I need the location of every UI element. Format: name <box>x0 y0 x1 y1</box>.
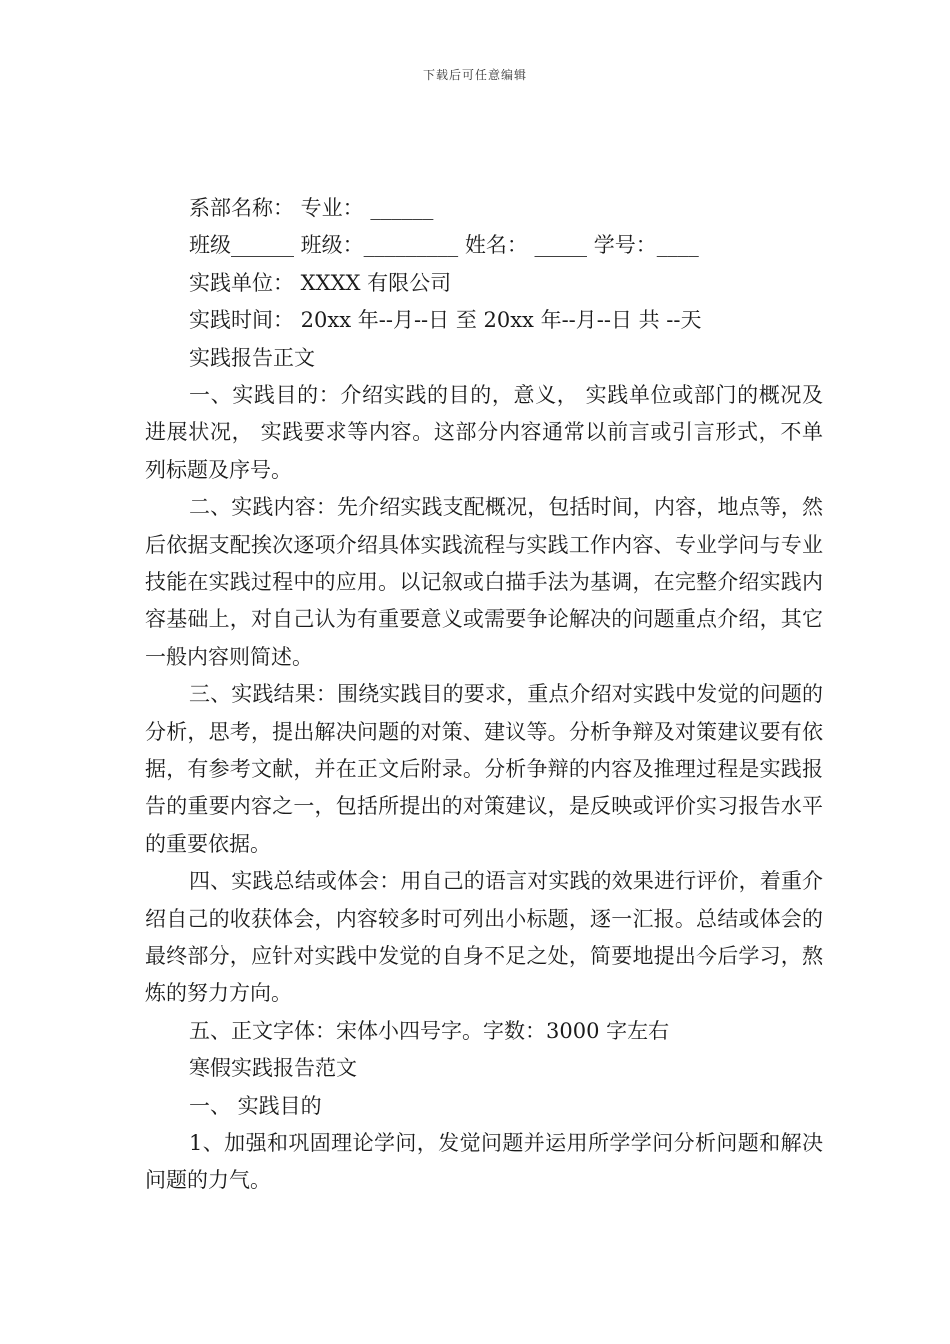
info-practice-unit: 实践单位： XXXX 有限公司 <box>189 270 452 295</box>
document-body <box>145 190 823 1200</box>
sample-heading: 寒假实践报告范文 <box>189 1056 357 1081</box>
report-paragraph-summary: 四、实践总结或体会：用自己的语言对实践的效果进行评价，着重介绍自己的收获体会，内容较多时可列出小标题，逐一汇报。总结或体会的最终部分，应针对实践中发觉的自身不足之处，简要地提出今后学习，熬炼的努力方向。 <box>145 869 823 1006</box>
sample-section-purpose: 一、 实践目的 <box>189 1093 322 1118</box>
sample-item-1: 1、加强和巩固理论学问，发觉问题并运用所学学问分析问题和解决问题的力气。 <box>145 1131 823 1193</box>
report-paragraph-content: 二、实践内容：先介绍实践支配概况，包括时间，内容，地点等，然后依据支配挨次逐项介绍具体实践流程与实践工作内容、专业学问与专业技能在实践过程中的应用。以记叙或白描手法为基调，在完整介绍实践内容基础上，对自己认为有重要意义或需要争论解决的问题重点介绍，其它一般内容则简述。 <box>145 495 823 669</box>
report-paragraph-result: 三、实践结果：围绕实践目的要求，重点介绍对实践中发觉的问题的分析，思考，提出解决问题的对策、建议等。分析争辩及对策建议要有依据，有参考文献，并在正文后附录。分析争辩的内容及推理过程是实践报告的重要内容之一，包括所提出的对策建议，是反映或评价实习报告水平的重要依据。 <box>145 682 823 856</box>
report-paragraph-purpose: 一、实践目的：介绍实践的目的，意义， 实践单位或部门的概况及进展状况， 实践要求等内容。这部分内容通常以前言或引言形式，不单列标题及序号。 <box>145 382 823 482</box>
report-heading: 实践报告正文 <box>189 345 315 370</box>
info-practice-time: 实践时间： 20xx 年--月--日 至 20xx 年--月--日 共 --天 <box>189 308 702 333</box>
info-dept-major: 系部名称： 专业： ______ <box>189 196 434 220</box>
info-class-name-id: 班级______ 班级：_________ 姓名： _____ 学号：____ <box>189 233 699 258</box>
page-header-note: 下载后可任意编辑 <box>422 68 527 82</box>
report-paragraph-font: 五、正文字体：宋体小四号字。字数：3000 字左右 <box>189 1018 670 1043</box>
